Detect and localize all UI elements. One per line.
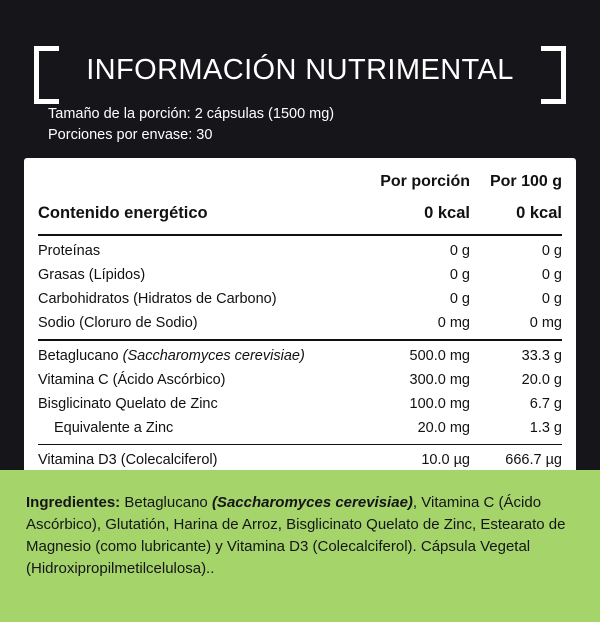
label-header bbox=[0, 0, 600, 146]
table-row bbox=[38, 311, 562, 335]
page-title: INFORMACIÓN NUTRIMENTAL bbox=[86, 54, 514, 86]
nutrient-serving: 0 g bbox=[449, 267, 470, 283]
nutrient-per100: 666.7 µg bbox=[505, 452, 562, 468]
energy-serving: 0 kcal bbox=[424, 204, 470, 222]
divider bbox=[38, 339, 562, 341]
energy-label: Contenido energético bbox=[38, 204, 208, 222]
title-row bbox=[30, 40, 570, 102]
nutrient-serving: 100.0 mg bbox=[409, 395, 470, 412]
nutrient-serving: 0 mg bbox=[437, 315, 470, 331]
nutrient-name: Equivalente a Zinc bbox=[54, 419, 174, 436]
serving-size: Tamaño de la porción: 2 cápsulas (1500 mg) bbox=[48, 106, 335, 122]
energy-per100: 0 kcal bbox=[516, 204, 562, 222]
table-header-row bbox=[38, 168, 562, 198]
nutrient-per100: 1.3 g bbox=[529, 419, 562, 436]
nutrient-serving: 0 g bbox=[449, 291, 470, 307]
nutrient-per100: 0 mg bbox=[529, 315, 562, 331]
nutrient-per100: 20.0 g bbox=[521, 371, 562, 388]
nutrient-name: Bisglicinato Quelato de Zinc bbox=[38, 395, 218, 412]
divider bbox=[38, 444, 562, 446]
nutrient-serving: 0 g bbox=[449, 243, 470, 259]
table-row bbox=[38, 263, 562, 287]
nutrition-panel bbox=[24, 158, 576, 484]
nutrient-serving: 300.0 mg bbox=[409, 371, 470, 388]
nutrient-name-plain: Betaglucano bbox=[38, 347, 123, 364]
nutrient-name: Vitamina D3 (Colecalciferol) bbox=[38, 452, 218, 468]
serving-info bbox=[30, 102, 570, 146]
ingredients-italic: (Saccharomyces cerevisiae) bbox=[211, 494, 413, 511]
ingredients-text bbox=[26, 492, 574, 580]
divider bbox=[38, 234, 562, 236]
nutrient-per100: 0 g bbox=[541, 267, 562, 283]
nutrient-per100: 33.3 g bbox=[521, 347, 562, 364]
table-row bbox=[38, 392, 562, 416]
nutrient-name: Grasas (Lípidos) bbox=[38, 267, 146, 283]
nutrient-per100: 0 g bbox=[541, 243, 562, 259]
ingredients-part2: , Vitamina C (Ácido Ascórbico), Glutatión, Harina de Arroz, Bisglicinato Quelato de Zinc, Estearato de Magnesio (como lubricante) y Vitamina D3 (Colecalciferol). Cápsula Vegetal (Hidroxipropilmetilcelulosa).. bbox=[26, 494, 566, 577]
table-row bbox=[38, 344, 562, 368]
table-row bbox=[38, 287, 562, 311]
table-row-energy bbox=[38, 198, 562, 230]
table-row bbox=[38, 448, 562, 472]
nutrient-serving: 20.0 mg bbox=[417, 419, 470, 436]
column-header-serving: Por porción bbox=[380, 173, 470, 190]
nutrient-name bbox=[38, 344, 360, 368]
ingredients-part1: Betaglucano bbox=[120, 494, 212, 511]
nutrient-name: Proteínas bbox=[38, 243, 101, 259]
nutrient-name: Sodio (Cloruro de Sodio) bbox=[38, 315, 198, 331]
servings-per-container: Porciones por envase: 30 bbox=[48, 127, 213, 143]
ingredients-label: Ingredientes: bbox=[26, 494, 121, 511]
column-header-per100: Por 100 g bbox=[489, 173, 562, 190]
nutrient-serving: 500.0 mg bbox=[409, 347, 470, 364]
nutrient-name: Carbohidratos (Hidratos de Carbono) bbox=[38, 291, 277, 307]
nutrient-per100: 6.7 g bbox=[529, 395, 562, 412]
table-row bbox=[38, 368, 562, 392]
table-row bbox=[38, 239, 562, 263]
nutrient-name: Vitamina C (Ácido Ascórbico) bbox=[38, 371, 226, 388]
nutrient-per100: 0 g bbox=[541, 291, 562, 307]
nutrient-serving: 10.0 µg bbox=[421, 452, 470, 468]
table-row bbox=[38, 416, 562, 440]
nutrient-name-italic: (Saccharomyces cerevisiae) bbox=[122, 347, 305, 364]
ingredients-section bbox=[0, 470, 600, 622]
